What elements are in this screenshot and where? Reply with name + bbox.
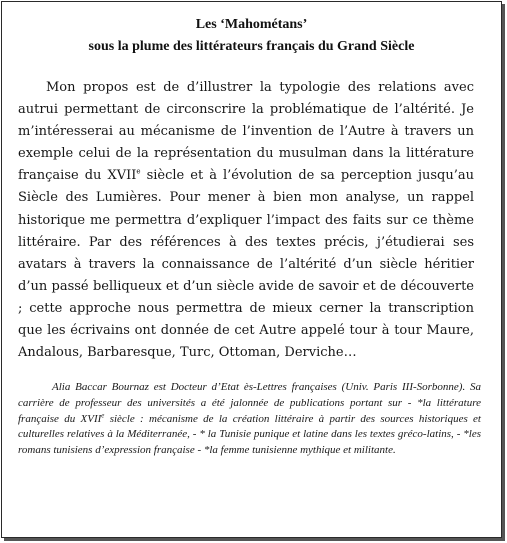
bio-century-superscript: e xyxy=(101,410,105,419)
abstract-text-part2: siècle et à l’évolution de sa perception jusqu’au Siècle des Lumières. Pour mener à bien mon analyse, un rappel historique me permettra d’expliquer l’impact des faits sur ce thème littéraire. Par des références à des textes précis, j’étudierai ses avatars à travers la connaissance de l’altérité d’un siècle héritier d’un passé belliqueux et d’un siècle avide de savoir et de découverte ; cette approche nous permettra de mieux cerner la transcription que les écrivains ont donnée de cet Autre appelé tour à tour Maure, Andalous, Barbaresque, Turc, Ottoman, Derviche… xyxy=(18,168,474,361)
document-title: Les ‘Mahométans’ xyxy=(195,17,308,32)
document-frame xyxy=(1,1,502,538)
author-bio xyxy=(18,380,481,459)
author-bio-part1: Alia Baccar Bournaz est Docteur d’Etat ès-Lettres françaises (Univ. Paris III-Sorbonne). Sa carrière de professeur des universités a été jalonnée de publications portant sur - *la littérature française du XVII xyxy=(18,381,481,425)
abstract-text-part1: Mon propos est de d’illustrer la typologie des relations avec autrui permettant de circonscrire la problématique de l’altérité. Je m’intéresserai au mécanisme de l’invention de l’Autre à travers un exemple celui de la représentation du musulman dans la littérature française du XVII xyxy=(18,80,474,184)
author-bio-part2: siècle : mécanisme de la création littéraire à partir des sources historiques et culturelles relatives à la Méditerranée, - * la Tunisie punique et latine dans les textes gréco-latins, - *les romans tunisiens d’expression française - *la femme tunisienne mythique et militante. xyxy=(18,412,481,457)
century-superscript: e xyxy=(136,168,141,177)
document-subtitle: sous la plume des littérateurs français du Grand Siècle xyxy=(88,39,415,54)
abstract-paragraph xyxy=(18,77,474,364)
